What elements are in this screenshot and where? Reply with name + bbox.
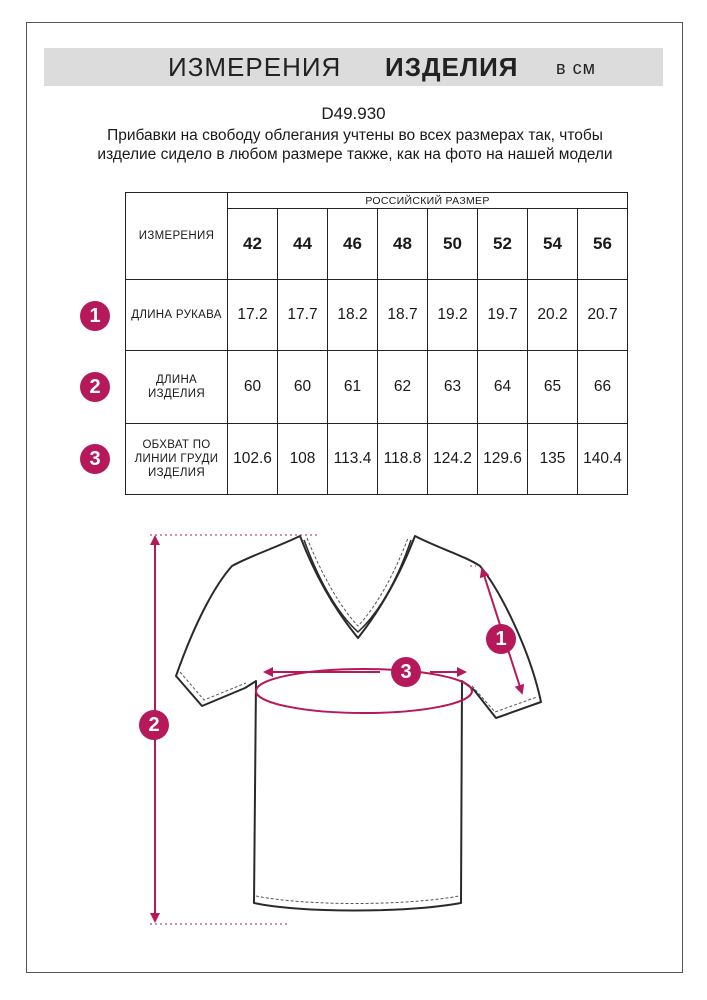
table-cell: 140.4 [578, 424, 628, 495]
row-label-line: ОБХВАТ ПО [142, 439, 211, 451]
table-cell: 124.2 [428, 424, 478, 495]
article-number: D49.930 [321, 104, 386, 123]
title-units: в см [556, 58, 596, 78]
table-cell: 64 [478, 351, 528, 424]
row-badge-3: 3 [80, 444, 110, 474]
table-cell: 17.7 [278, 280, 328, 351]
size-header: 42 [228, 209, 278, 280]
size-header: 46 [328, 209, 378, 280]
title-product: ИЗДЕЛИЯ [385, 52, 519, 82]
row-label-line: ИЗДЕЛИЯ [148, 388, 205, 400]
table-cell: 60 [278, 351, 328, 424]
table-corner-label: ИЗМЕРЕНИЯ [126, 193, 228, 280]
size-header: 52 [478, 209, 528, 280]
row-badge-2: 2 [80, 372, 110, 402]
table-cell: 135 [528, 424, 578, 495]
title-measurements: ИЗМЕРЕНИЯ [168, 52, 342, 82]
table-cell: 20.7 [578, 280, 628, 351]
table-cell: 66 [578, 351, 628, 424]
diagram-badge-3: 3 [391, 657, 421, 687]
table-cell: 102.6 [228, 424, 278, 495]
table-group-label: РОССИЙСКИЙ РАЗМЕР [228, 193, 628, 209]
size-header: 56 [578, 209, 628, 280]
table-cell: 118.8 [378, 424, 428, 495]
table-cell: 20.2 [528, 280, 578, 351]
table-cell: 129.6 [478, 424, 528, 495]
tshirt-outline [176, 536, 541, 911]
size-header: 54 [528, 209, 578, 280]
size-header: 48 [378, 209, 428, 280]
table-cell: 61 [328, 351, 378, 424]
row-badge-1: 1 [80, 301, 110, 331]
table-cell: 18.7 [378, 280, 428, 351]
table-cell: 18.2 [328, 280, 378, 351]
table-cell: 63 [428, 351, 478, 424]
table-cell: 60 [228, 351, 278, 424]
row-label-line: ИЗДЕЛИЯ [148, 467, 205, 479]
table-cell: 19.7 [478, 280, 528, 351]
row-label-line: ЛИНИИ ГРУДИ [134, 453, 219, 465]
table-cell: 19.2 [428, 280, 478, 351]
diagram-badge-1: 1 [486, 624, 516, 654]
row-label-line: ДЛИНА [155, 374, 198, 386]
diagram-badge-2: 2 [139, 710, 169, 740]
table-cell: 62 [378, 351, 428, 424]
table-cell: 65 [528, 351, 578, 424]
size-header: 44 [278, 209, 328, 280]
fit-note: Прибавки на свободу облегания учтены во всех размерах так, чтобы изделие сидело в любом размере также, как на фото на нашей модели [97, 127, 613, 163]
table-cell: 17.2 [228, 280, 278, 351]
size-header: 50 [428, 209, 478, 280]
table-cell: 108 [278, 424, 328, 495]
row-label-line: ДЛИНА РУКАВА [131, 309, 222, 321]
table-cell: 113.4 [328, 424, 378, 495]
